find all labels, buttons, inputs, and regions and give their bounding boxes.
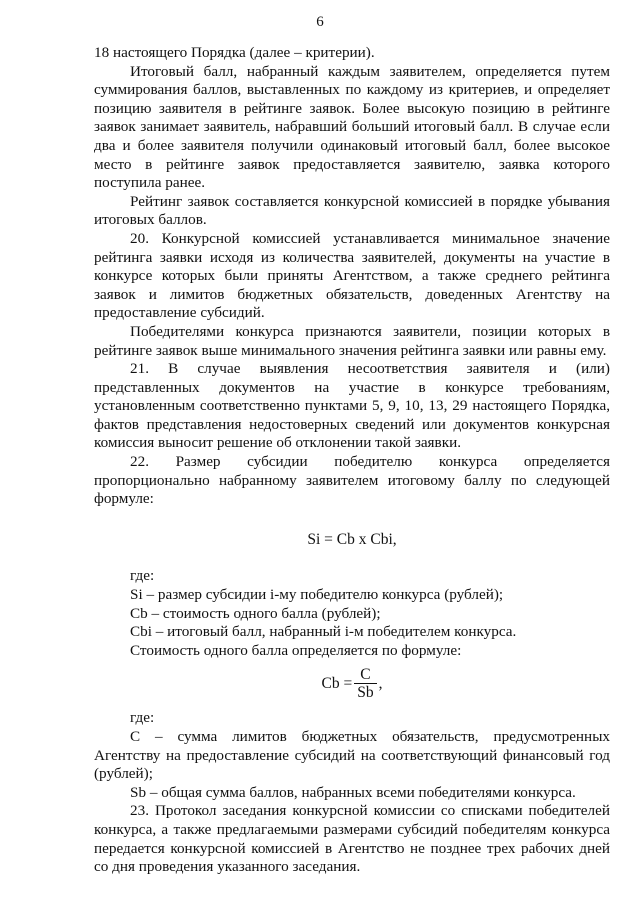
document-body xyxy=(94,44,610,877)
cost-formula-intro: Стоимость одного балла определяется по формуле: xyxy=(130,641,462,659)
paragraph-criteria-ref: 18 настоящего Порядка (далее – критерии). xyxy=(94,44,375,61)
definition-si: Si – размер субсидии i-му победителю конкурса (рублей); xyxy=(130,586,504,604)
paragraph-winners: Победителями конкурса признаются заявители, позиции которых в рейтинге заявок выше минимального значения рейтинга заявки или равны ему. xyxy=(94,322,610,359)
where-label-2: где: xyxy=(130,709,155,727)
paragraph-rating-order: Рейтинг заявок составляется конкурсной комиссией в порядке убывания итоговых баллов. xyxy=(94,192,610,229)
formula-lhs: Cb = xyxy=(321,674,353,692)
formula-point-cost xyxy=(94,666,610,701)
paragraph-item-20: 20. Конкурсной комиссией устанавливается минимальное значение рейтинга заявки исходя из количества заявителей, документы на участие в конкурсе которых были приняты Агентством, а также среднего рейтинга заявок и лимитов бюджетных обязательств, доведенных Агентству на предоставление субсидий. xyxy=(94,229,610,322)
paragraph-item-21: 21. В случае выявления несоответствия заявителя и (или) представленных документов на участие в конкурсе требованиям, установленным соответственно пунктами 5, 9, 10, 13, 29 настоящего Порядка, фактов представления недостоверных сведений или документов конкурсная комиссия выносит решение об отклонении такой заявки. xyxy=(94,360,610,452)
definition-cbi: Cbi – итоговый балл, набранный i-м победителем конкурса. xyxy=(130,623,517,641)
formula-subsidy: Si = Cb x Cbi, xyxy=(307,530,397,548)
paragraph-item-22-line1: 22. Размер субсидии победителю конкурса определяется xyxy=(130,453,610,471)
fraction xyxy=(354,666,376,701)
paragraph-item-22-line2: пропорционально набранному заявителем итоговому баллу по следующей формуле: xyxy=(94,471,610,508)
paragraph-final-score: Итоговый балл, набранный каждым заявителем, определяется путем суммирования баллов, выставленных по каждому из критериев, и определяет позицию заявителя в рейтинге заявок. Более высокую позицию в рейтинге заявок занимает заявитель, набравший больший итоговый балл. В случае если два и более заявителя получили одинаковый итоговый балл, более высокое место в рейтинге заявок предоставляется заявителю, заявка которого поступила ранее. xyxy=(94,62,610,192)
paragraph-item-23: 23. Протокол заседания конкурсной комиссии со списками победителей конкурса, а также предлагаемыми размерами субсидий победителям конкурса передается конкурсной комиссией в Агентство не позднее трех рабочих дней со дня проведения указанного заседания. xyxy=(94,802,610,876)
definition-cb: Cb – стоимость одного балла (рублей); xyxy=(130,604,381,622)
where-label-1: где: xyxy=(130,567,155,585)
formula-tail: , xyxy=(378,674,383,692)
fraction-denominator: Sb xyxy=(357,684,374,702)
page-number: 6 xyxy=(316,14,324,30)
fraction-numerator: C xyxy=(360,666,371,684)
definition-sb: Sb – общая сумма баллов, набранных всеми победителями конкурса. xyxy=(130,783,576,801)
definition-c: С – сумма лимитов бюджетных обязательств, предусмотренных Агентству на предоставление субсидий на соответствующий финансовый год (рублей); xyxy=(94,728,610,783)
